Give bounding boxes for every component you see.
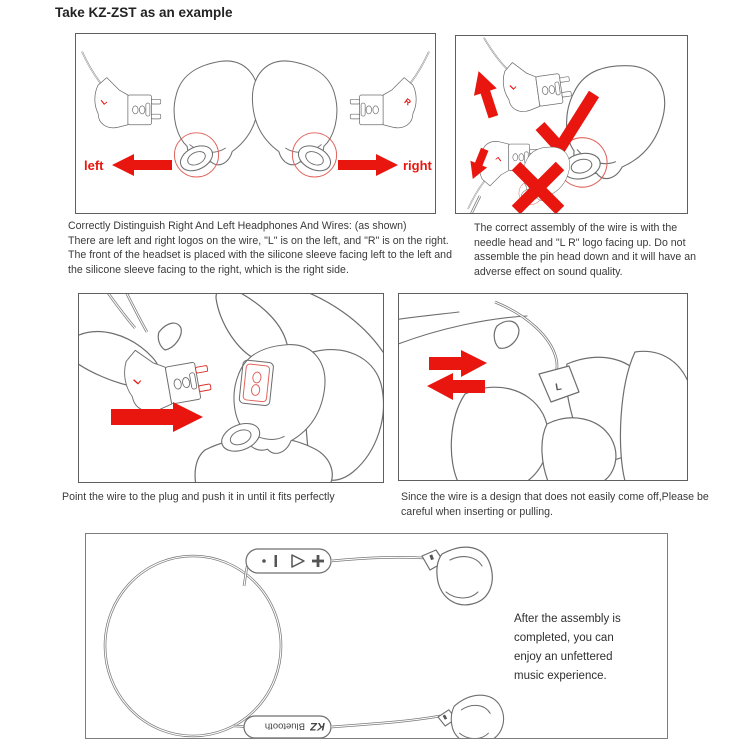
- remote-volume-bar-icon: [275, 555, 278, 567]
- insert-plug-label: L: [131, 375, 143, 387]
- right-earphone-plug: [350, 52, 429, 128]
- finished-note: After the assembly is completed, you can enjoy an unfettered music experience.: [514, 613, 621, 682]
- inline-remote: [246, 549, 331, 573]
- arrow-push-icon: [429, 350, 487, 377]
- finger: [451, 387, 548, 480]
- panel-insert-wire: [78, 293, 384, 483]
- caption-distinguish: [68, 219, 460, 277]
- caption-distinguish-title: Correctly Distinguish Right And Left Headphones And Wires: (as shown): [68, 220, 407, 232]
- right-direction-label: right: [403, 158, 432, 173]
- thumb: [291, 294, 383, 352]
- panel-correct-assembly: [455, 35, 688, 214]
- left-direction-label: left: [84, 158, 104, 173]
- left-earbud: [174, 61, 258, 177]
- panel-distinguish-lr: [75, 33, 436, 214]
- fingernail: [494, 321, 519, 348]
- panel-finished-product: [85, 533, 668, 739]
- arrow-right-icon: [338, 154, 398, 176]
- pull-plug-label: L: [554, 381, 563, 394]
- arrow-up-icon: [467, 67, 505, 120]
- panel-pull-caution: [398, 293, 688, 481]
- cable-loop: [105, 556, 281, 736]
- right-earbud: [252, 61, 336, 177]
- finger: [620, 351, 687, 480]
- fingernail: [158, 323, 181, 350]
- left-earphone-plug: [82, 52, 161, 128]
- caption-distinguish-body: There are left and right logos on the wire, "L" is on the left, and "R" is on the right. The front of the headset is placed with the silicone sleeve facing left to the left and the silicone sleeve facing to the right, which is the right side.: [68, 234, 452, 276]
- remote-mic-dot-icon: [262, 559, 266, 563]
- finished-earbud-left: [438, 695, 504, 738]
- correct-plug: [484, 36, 573, 116]
- distinguish-illustration: [76, 34, 435, 213]
- page-title: Take KZ-ZST as an example: [55, 5, 233, 20]
- finished-earbud-right: [422, 547, 492, 605]
- right-plug-label: R: [402, 96, 413, 108]
- caption-pull: Since the wire is a design that does not easily come off,Please be careful when inserting or pulling.: [401, 491, 709, 518]
- bluetooth-module: [244, 716, 331, 738]
- caption-insert: Point the wire to the plug and push it in until it fits perfectly: [62, 491, 335, 503]
- wrong-plug-label: L: [494, 155, 502, 164]
- pull-illustration: [399, 294, 687, 480]
- palm-line: [399, 312, 459, 320]
- assembly-illustration: [456, 36, 687, 213]
- arrow-left-icon: [112, 154, 172, 176]
- left-plug-label: L: [99, 96, 109, 107]
- caption-assembly: The correct assembly of the wire is with the needle head and "L R" logo facing up. Do not assemble the pin head down and it will have an adverse effect on sound quality.: [474, 222, 697, 278]
- kz-logo: KZ: [310, 720, 325, 732]
- correct-plug-label: L: [508, 81, 518, 92]
- insert-illustration: [79, 294, 383, 482]
- bluetooth-label: Bluetooth: [264, 720, 305, 732]
